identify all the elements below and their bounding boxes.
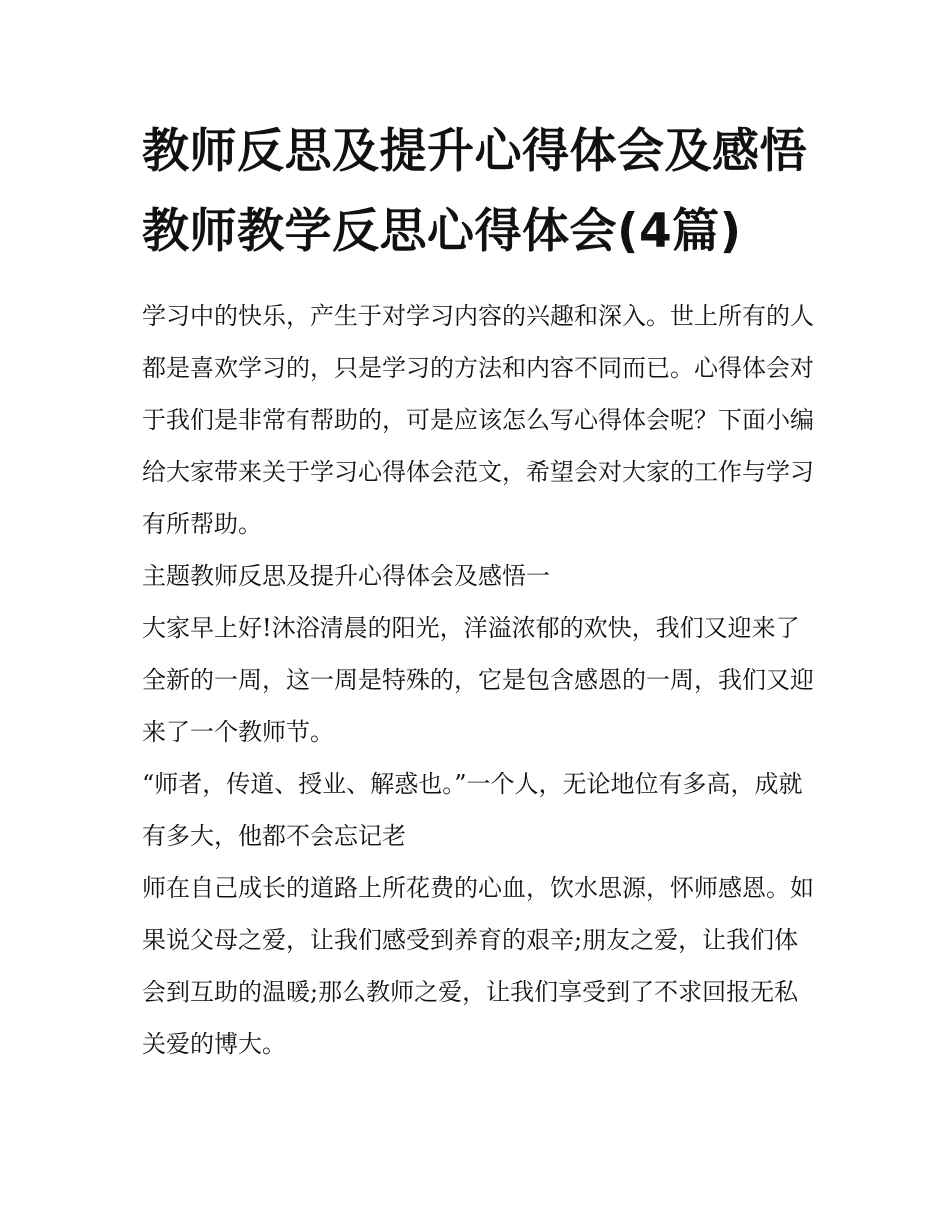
section-heading: 主题教师反思及提升心得体会及感悟一 bbox=[142, 562, 550, 590]
body-paragraph: 大家早上好!沐浴清晨的阳光，洋溢浓郁的欢快，我们又迎来了全新的一周，这一周是特殊的，它是包含感恩的一周，我们又迎来了一个教师节。 bbox=[142, 614, 814, 746]
document-title: 教师反思及提升心得体会及感悟 教师教学反思心得体会(4篇) bbox=[142, 124, 807, 259]
document-page bbox=[142, 112, 814, 1070]
body-paragraph: 师在自己成长的道路上所花费的心血，饮水思源，怀师感恩。如果说父母之爱，让我们感受到养育的艰辛;朋友之爱，让我们体会到互助的温暖;那么教师之爱，让我们享受到了不求回报无私关爱的博大。 bbox=[142, 874, 814, 1058]
intro-paragraph: 学习中的快乐，产生于对学习内容的兴趣和深入。世上所有的人都是喜欢学习的，只是学习的方法和内容不同而已。心得体会对于我们是非常有帮助的，可是应该怎么写心得体会呢？下面小编给大家带来关于学习心得体会范文，希望会对大家的工作与学习有所帮助。 bbox=[142, 302, 814, 538]
body-paragraph: “师者，传道、授业、解惑也。”一个人，无论地位有多高，成就有多大，他都不会忘记老 bbox=[142, 770, 803, 850]
